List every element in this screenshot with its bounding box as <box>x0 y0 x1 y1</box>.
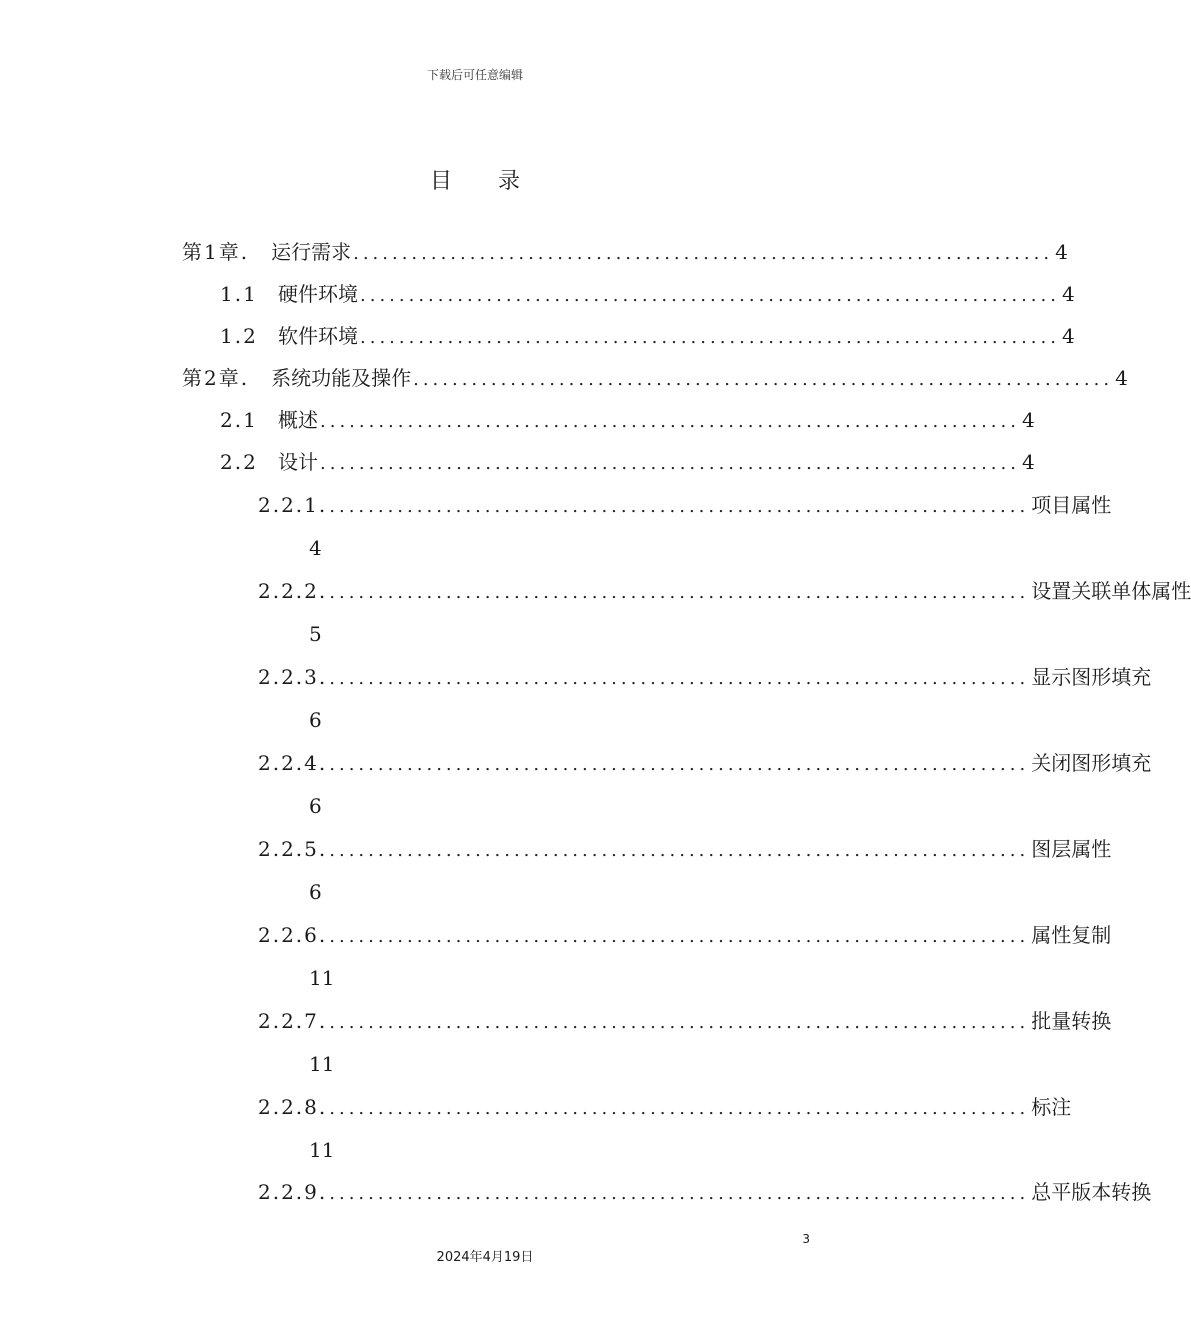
toc-entry-title: 显示图形填充 <box>1031 665 1152 689</box>
toc-entry-number: 2.2.1. <box>258 493 328 517</box>
page-footer-date: 2024年4月19日 <box>436 1250 534 1265</box>
toc-entry-title: 运行需求 <box>271 240 352 264</box>
toc-entry-page: 6 <box>309 794 322 818</box>
toc-entry-title: 设计 <box>278 450 318 474</box>
toc-entry-page: 11 <box>309 1138 335 1162</box>
toc-entry-number: 1.1 <box>220 282 258 306</box>
toc-entry[interactable] <box>258 834 1112 864</box>
toc-entry-title: 标注 <box>1031 1095 1072 1119</box>
toc-entry[interactable] <box>182 237 1068 267</box>
toc-entry-page: 4 <box>1061 282 1075 306</box>
toc-entry[interactable] <box>258 748 1152 778</box>
toc-entry-page: 11 <box>309 1052 335 1076</box>
leader-dots: ........................................................................ <box>360 285 1060 306</box>
toc-entry-number: 2.1 <box>220 408 258 432</box>
page-number: 3 <box>802 1232 810 1246</box>
toc-entry-number: 2.2.2. <box>258 579 328 603</box>
toc-entry-number: 第1章. <box>182 240 250 264</box>
leader-dots: ........................................................................ <box>329 1098 1030 1119</box>
toc-entry-page: 4 <box>309 536 322 560</box>
leader-dots: ........................................................................ <box>320 453 1020 474</box>
toc-entry[interactable] <box>258 920 1112 950</box>
toc-entry-number: 2.2.5. <box>258 837 328 861</box>
toc-entry-title: 图层属性 <box>1031 837 1112 861</box>
toc-entry-title: 总平版本转换 <box>1031 1180 1152 1204</box>
toc-entry-title: 系统功能及操作 <box>271 366 412 390</box>
toc-entry[interactable] <box>220 279 1075 309</box>
toc-entry-title: 关闭图形填充 <box>1031 751 1152 775</box>
toc-entry[interactable] <box>258 1006 1112 1036</box>
toc-entry-page: 4 <box>1021 408 1035 432</box>
leader-dots: ........................................................................ <box>353 243 1054 264</box>
toc-entry-title: 软件环境 <box>278 324 358 348</box>
toc-entry-number: 2.2.4. <box>258 751 328 775</box>
toc-entry-page: 4 <box>1055 240 1068 264</box>
leader-dots: ........................................................................ <box>329 1183 1030 1204</box>
toc-entry[interactable] <box>182 363 1128 393</box>
leader-dots: ........................................................................ <box>329 496 1030 517</box>
toc-entry[interactable] <box>220 447 1035 477</box>
toc-entry[interactable] <box>258 576 1191 606</box>
leader-dots: ........................................................................ <box>329 754 1030 775</box>
leader-dots: ........................................................................ <box>329 1012 1030 1033</box>
toc-entry-title: 属性复制 <box>1031 923 1112 947</box>
toc-entry-number: 第2章. <box>182 366 250 390</box>
toc-entry-page: 4 <box>1115 366 1128 390</box>
toc-entry-number: 2.2.7. <box>258 1009 328 1033</box>
toc-entry-page: 6 <box>309 708 322 732</box>
toc-entry-page: 4 <box>1021 450 1035 474</box>
page-header: 下载后可任意编辑 <box>426 68 523 82</box>
leader-dots: ........................................................................ <box>413 369 1114 390</box>
toc-entry-page: 5 <box>309 622 322 646</box>
toc-entry-title: 项目属性 <box>1031 493 1112 517</box>
leader-dots: ........................................................................ <box>320 411 1020 432</box>
leader-dots: ........................................................................ <box>329 668 1030 689</box>
leader-dots: ........................................................................ <box>329 926 1030 947</box>
toc-entry[interactable] <box>258 490 1112 520</box>
toc-entry-number: 2.2.6. <box>258 923 328 947</box>
toc-entry-number: 2.2.9. <box>258 1180 328 1204</box>
toc-title: 目录 <box>429 169 566 194</box>
toc-entry[interactable] <box>258 1092 1072 1122</box>
toc-entry-title: 设置关联单体属性 <box>1031 579 1191 603</box>
toc-entry-number: 1.2 <box>220 324 258 348</box>
toc-entry-number: 2.2.8. <box>258 1095 328 1119</box>
toc-entry-title: 批量转换 <box>1031 1009 1112 1033</box>
toc-entry[interactable] <box>258 1177 1152 1207</box>
toc-entry-number: 2.2 <box>220 450 258 474</box>
toc-entry-page: 11 <box>309 966 335 990</box>
leader-dots: ........................................................................ <box>329 840 1030 861</box>
toc-entry-title: 概述 <box>278 408 318 432</box>
toc-entry-number: 2.2.3. <box>258 665 328 689</box>
leader-dots: ........................................................................ <box>360 327 1060 348</box>
toc-entry-page: 6 <box>309 880 322 904</box>
toc-entry-title: 硬件环境 <box>278 282 358 306</box>
toc-entry[interactable] <box>220 405 1035 435</box>
leader-dots: ........................................................................ <box>329 582 1030 603</box>
toc-entry-page: 4 <box>1061 324 1075 348</box>
toc-entry[interactable] <box>258 662 1152 692</box>
toc-entry[interactable] <box>220 321 1075 351</box>
